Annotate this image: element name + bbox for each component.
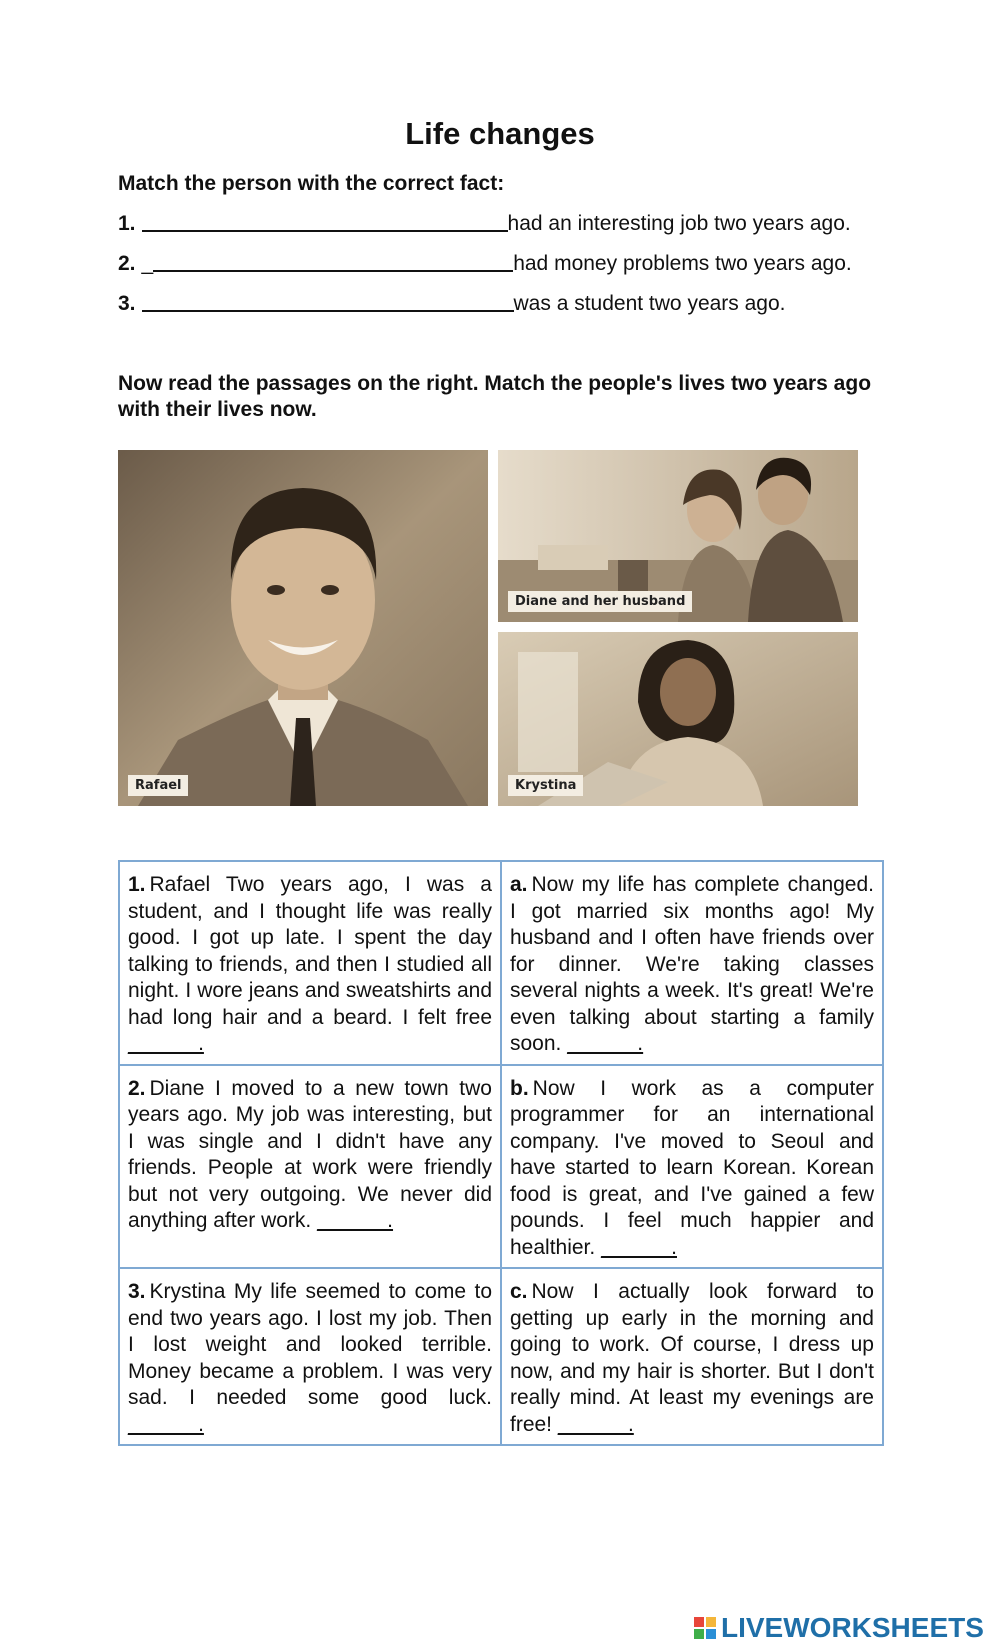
answer-blank[interactable]: ______. — [128, 1032, 204, 1055]
passage-number: 1. — [128, 873, 146, 896]
krystina-photo — [498, 632, 858, 806]
answer-blank[interactable]: ______. — [128, 1412, 204, 1436]
answer-blank[interactable]: ______. — [557, 1412, 634, 1436]
diane-photo — [498, 450, 858, 622]
passage-letter: b. — [510, 1076, 529, 1100]
passage-number: 3. — [128, 1280, 146, 1303]
table-row — [119, 1065, 883, 1269]
answer-blank[interactable]: ______. — [601, 1235, 677, 1259]
instruction-read-passages: Now read the passages on the right. Match the people's lives two years ago with their lives now. — [118, 372, 872, 421]
passage-number: 2. — [128, 1076, 146, 1100]
passage-cell-a — [501, 861, 883, 1065]
answer-blank-2[interactable] — [153, 269, 513, 272]
match-item-1 — [118, 212, 851, 236]
passage-text: Diane I moved to a new town two years ago. My job was interesting, but I was single and I didn't have any friends. People at work were friendly but not very outgoing. We never did anything after work. — [128, 1076, 492, 1232]
match-number: 3. — [118, 292, 136, 315]
answer-blank-3[interactable] — [142, 309, 514, 312]
answer-blank[interactable]: ______. — [317, 1209, 394, 1232]
passage-text: Krystina My life seemed to come to end two years ago. I lost my job. Then I lost weight and looked terrible. Money became a problem. I was very sad. I needed some good luck. — [128, 1280, 492, 1409]
passage-text: Now my life has complete changed. I got married six months ago! My husband and I often have friends over for dinner. We're taking classes several nights a week. It's great! We're even talking about starting a family soon. — [510, 873, 874, 1055]
table-row — [119, 861, 883, 1065]
passages-table — [118, 860, 884, 1446]
logo-blocks-icon — [694, 1617, 716, 1639]
passage-cell-b — [501, 1065, 883, 1269]
rafael-photo — [118, 450, 488, 806]
passage-cell-c — [501, 1268, 883, 1445]
table-row — [119, 1268, 883, 1445]
passage-letter: c. — [510, 1280, 528, 1303]
passage-text: Rafael Two years ago, I was a student, and I thought life was really good. I got up late. I spent the day talking to friends, and then I studied all night. I wore jeans and sweatshirts and had long hair and a beard. I felt free — [128, 873, 492, 1029]
answer-blank-1[interactable] — [142, 229, 508, 232]
passage-text: Now I actually look forward to getting up early in the morning and going to work. Of course, I dress up now, and my hair is shorter. But I don't really mind. At least my evenings are free! — [510, 1280, 874, 1436]
rafael-label: Rafael — [128, 775, 188, 796]
match-fact-text: was a student two years ago. — [513, 292, 786, 315]
logo-text: LIVEWORKSHEETS — [721, 1612, 984, 1643]
match-number: 1. — [118, 212, 136, 235]
diane-label: Diane and her husband — [508, 591, 692, 612]
match-number: 2. — [118, 252, 136, 275]
passage-text: Now I work as a computer programmer for an international company. I've moved to Seoul and have started to learn Korean. Korean food is great, and I've gained a few pounds. I feel much happier and healthier. — [510, 1076, 874, 1259]
answer-blank[interactable]: ______. — [567, 1032, 644, 1055]
passage-cell-3 — [119, 1268, 501, 1445]
passage-cell-1 — [119, 861, 501, 1065]
passage-cell-2 — [119, 1065, 501, 1269]
worksheet-title: Life changes — [405, 116, 595, 151]
match-prefix: _ — [141, 252, 154, 275]
match-item-3 — [118, 292, 786, 316]
instruction-match-facts: Match the person with the correct fact: — [118, 172, 505, 195]
match-fact-text: had money problems two years ago. — [513, 252, 852, 275]
liveworksheets-logo — [694, 1612, 984, 1644]
match-fact-text: had an interesting job two years ago. — [507, 212, 851, 235]
match-item-2 — [118, 252, 852, 276]
passage-letter: a. — [510, 873, 528, 896]
photo-collage — [118, 450, 858, 806]
krystina-label: Krystina — [508, 775, 583, 796]
